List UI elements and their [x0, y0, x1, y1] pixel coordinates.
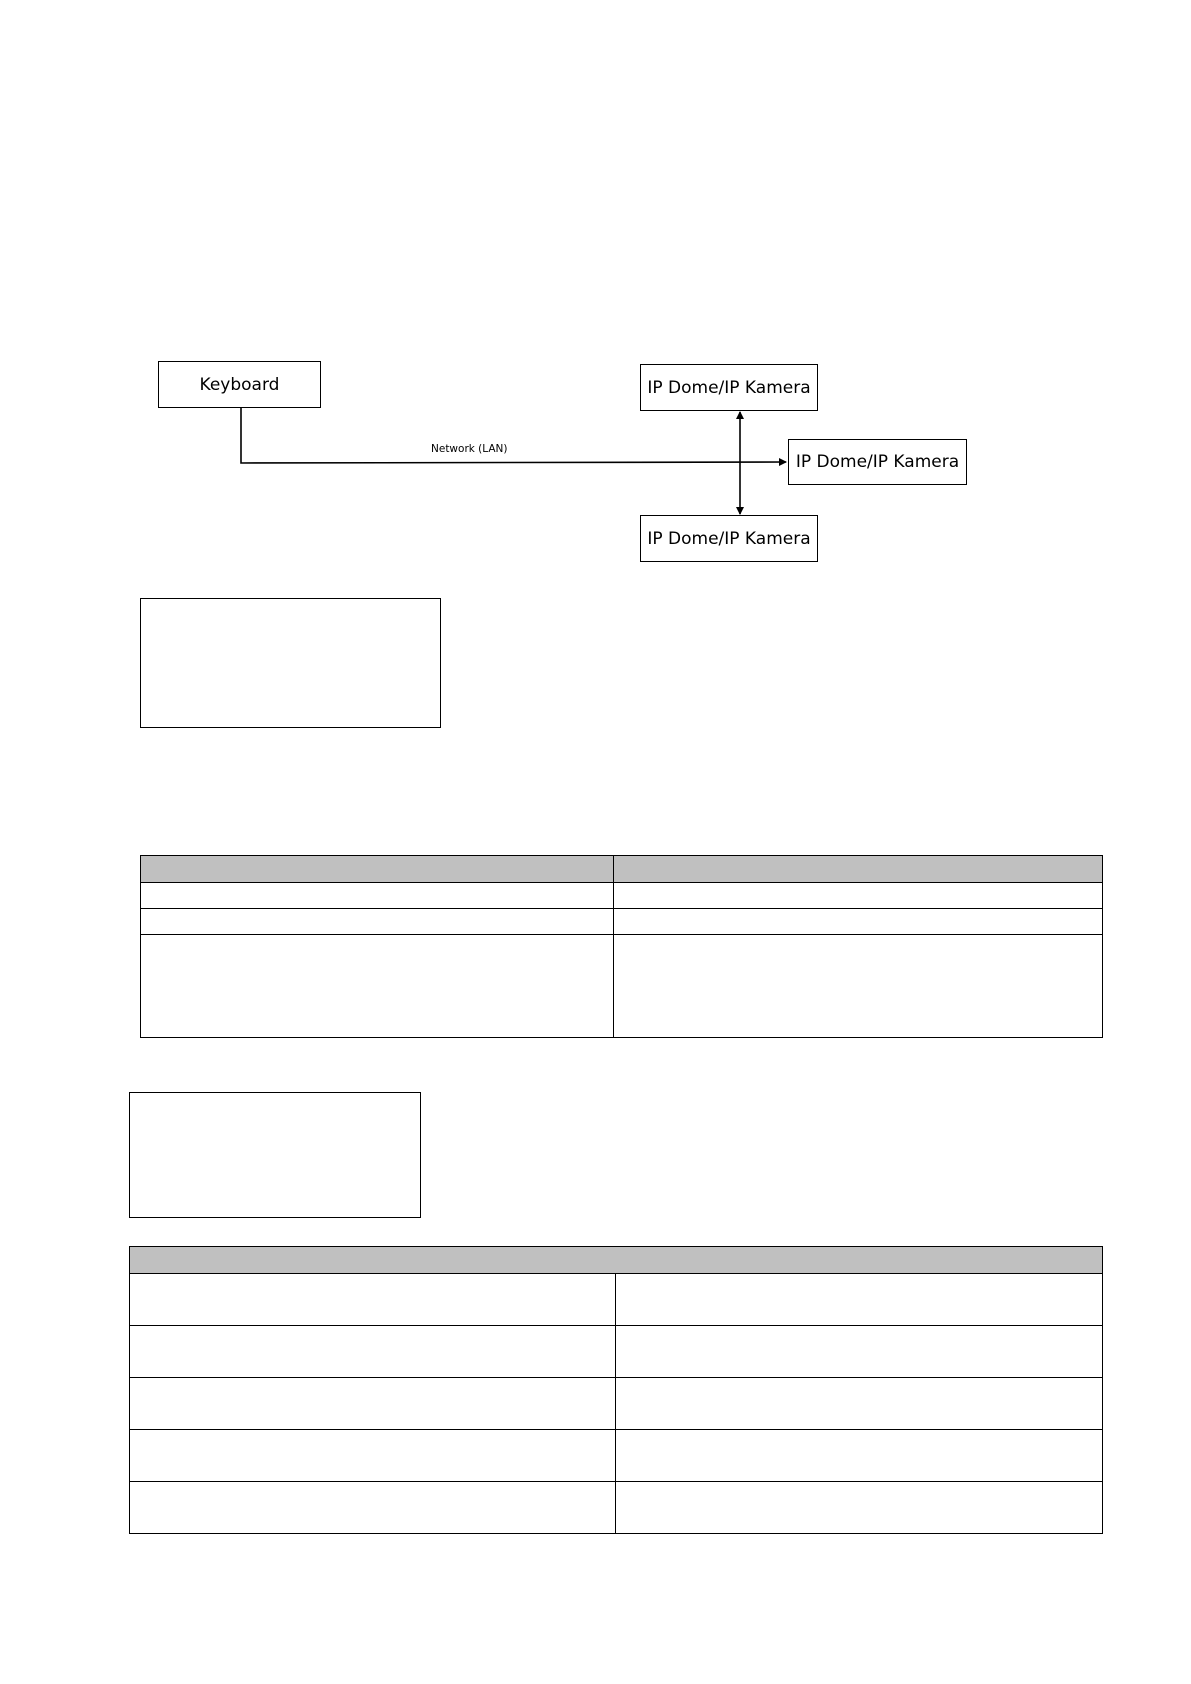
- camera-label: IP Dome/IP Kamera: [647, 528, 811, 549]
- table-cell: [614, 935, 1103, 1038]
- camera-node-bottom: [640, 515, 818, 562]
- table-row: [141, 909, 1103, 935]
- table-header-row: [141, 856, 1103, 883]
- blank-text-box: [140, 598, 441, 728]
- table-header-cell: [130, 1247, 1103, 1274]
- blank-text-box: [129, 1092, 421, 1218]
- table-cell: [141, 883, 614, 909]
- table-cell: [616, 1378, 1103, 1430]
- camera-node-right: [788, 439, 967, 485]
- table-cell: [616, 1274, 1103, 1326]
- keyboard-label: Keyboard: [199, 374, 280, 395]
- table-cell: [130, 1326, 616, 1378]
- table-row: [130, 1274, 1103, 1326]
- network-link-label: Network (LAN): [431, 443, 508, 455]
- table-row: [130, 1430, 1103, 1482]
- table-cell: [141, 909, 614, 935]
- table-cell: [141, 935, 614, 1038]
- camera-label: IP Dome/IP Kamera: [647, 377, 811, 398]
- table-cell: [614, 909, 1103, 935]
- table-cell: [130, 1378, 616, 1430]
- table-row: [130, 1378, 1103, 1430]
- diagram-connectors: [0, 0, 1191, 600]
- table-header-cell: [141, 856, 614, 883]
- table-header-cell: [614, 856, 1103, 883]
- network-diagram: [0, 0, 1191, 600]
- camera-label: IP Dome/IP Kamera: [795, 452, 960, 472]
- table-cell: [130, 1274, 616, 1326]
- table-row: [141, 883, 1103, 909]
- camera-node-top: [640, 364, 818, 411]
- table-header-row: [130, 1247, 1103, 1274]
- table-cell: [616, 1430, 1103, 1482]
- spec-table: [140, 855, 1103, 1038]
- table-cell: [130, 1430, 616, 1482]
- table-cell: [616, 1482, 1103, 1534]
- table-row: [130, 1482, 1103, 1534]
- table-cell: [616, 1326, 1103, 1378]
- keyboard-node: [158, 361, 321, 408]
- table-cell: [614, 883, 1103, 909]
- network-link-line: [241, 408, 786, 463]
- table-cell: [130, 1482, 616, 1534]
- table-row: [130, 1326, 1103, 1378]
- table-row: [141, 935, 1103, 1038]
- settings-table: [129, 1246, 1103, 1534]
